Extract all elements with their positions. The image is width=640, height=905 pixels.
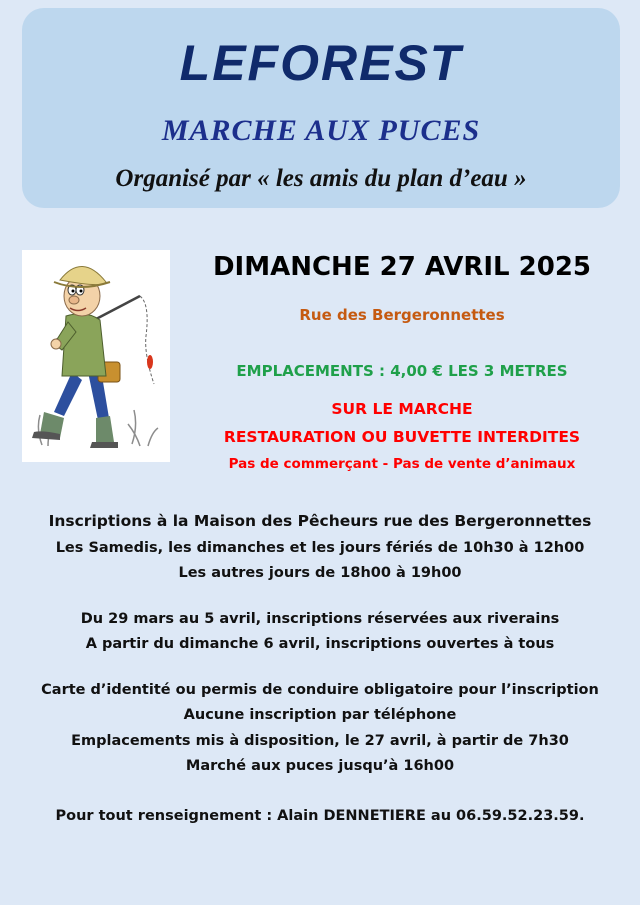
fisherman-illustration (22, 250, 170, 462)
event-date: DIMANCHE 27 AVRIL 2025 (212, 252, 592, 282)
pitch-price: EMPLACEMENTS : 4,00 € LES 3 METRES (236, 362, 568, 380)
organizer-line: Organisé par « les amis du plan d’eau » (115, 165, 527, 192)
registration-period-2: A partir du dimanche 6 avril, inscriptions ouvertes à tous (85, 636, 555, 652)
fisherman-icon (22, 250, 170, 462)
event-street: Rue des Bergeronnettes (299, 306, 505, 324)
header-banner (22, 8, 620, 208)
rule-line-4: Marché aux puces jusqu’à 16h00 (185, 758, 455, 774)
registration-period-1: Du 29 mars au 5 avril, inscriptions réservées aux riverains (80, 611, 560, 627)
town-title: LEFOREST (179, 35, 463, 91)
rule-line-3: Emplacements mis à disposition, le 27 avril, à partir de 7h30 (71, 733, 569, 749)
warning-line-1: SUR LE MARCHE (331, 400, 473, 418)
event-name: MARCHE AUX PUCES (161, 114, 481, 147)
registration-hours-2: Les autres jours de 18h00 à 19h00 (178, 565, 462, 581)
rule-line-2: Aucune inscription par téléphone (183, 707, 457, 723)
registration-hours-1: Les Samedis, les dimanches et les jours fériés de 10h30 à 12h00 (55, 540, 585, 556)
warning-line-3: Pas de commerçant - Pas de vente d’animaux (228, 456, 576, 472)
contact-line: Pour tout renseignement : Alain DENNETIERE au 06.59.52.23.59. (55, 808, 585, 824)
warning-line-2: RESTAURATION OU BUVETTE INTERDITES (223, 428, 581, 446)
registration-title: Inscriptions à la Maison des Pêcheurs rue des Bergeronnettes (48, 512, 592, 530)
rule-line-1: Carte d’identité ou permis de conduire obligatoire pour l’inscription (41, 682, 599, 698)
